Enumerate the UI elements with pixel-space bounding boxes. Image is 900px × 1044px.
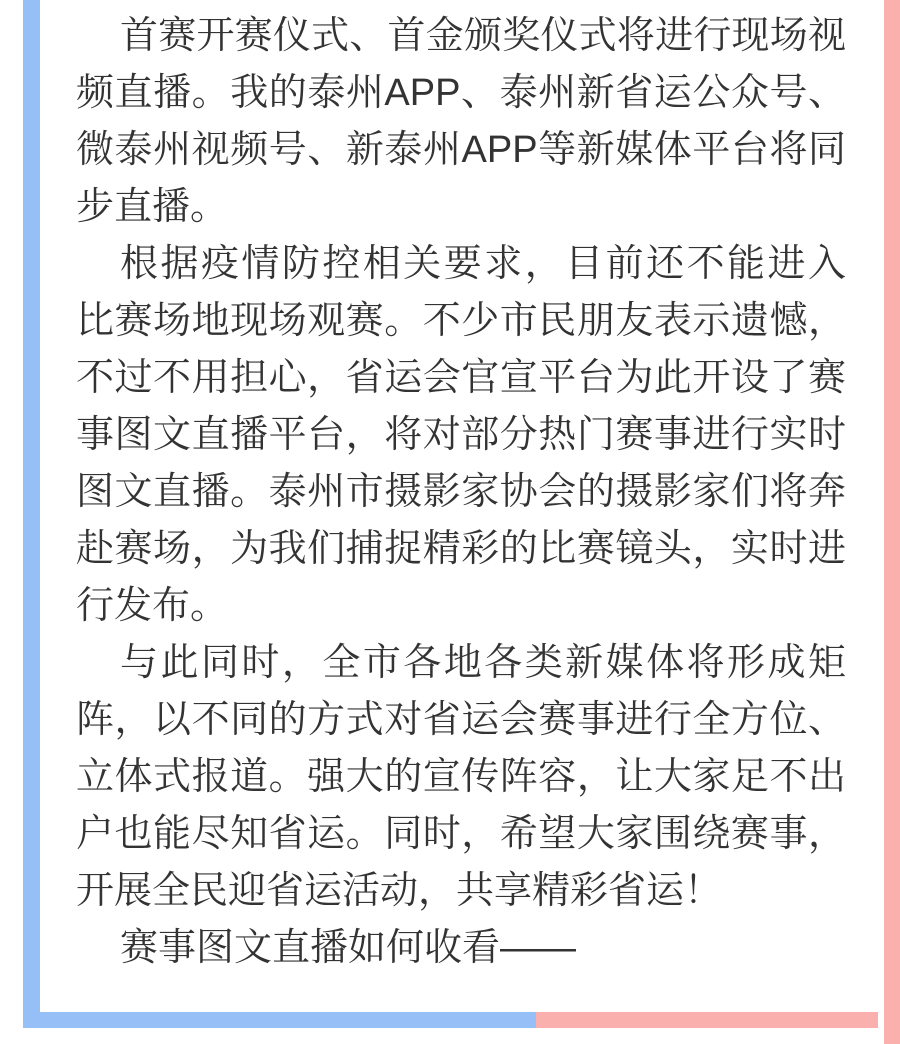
text-line: 图文直播。泰州市摄影家协会的摄影家们将奔: [76, 471, 846, 513]
text-line: 步直播。: [76, 186, 229, 228]
article-body: [76, 8, 846, 977]
left-accent-bar: [23, 0, 40, 1028]
text-line: 事图文直播平台，将对部分热门赛事进行实时: [76, 414, 846, 456]
text-line: 频直播。我的泰州APP、泰州新省运公众号、: [76, 72, 846, 114]
text-line: 比赛场地现场观赛。不少市民朋友表示遗憾，: [76, 300, 846, 342]
text-line: 开展全民迎省运活动，共享精彩省运！: [76, 870, 723, 912]
text-line: 赴赛场，为我们捕捉精彩的比赛镜头，实时进: [76, 528, 846, 570]
text-line: 阵，以不同的方式对省运会赛事进行全方位、: [76, 699, 846, 741]
text-line: 首赛开赛仪式、首金颁奖仪式将进行现场视: [120, 15, 846, 57]
text-line: 赛事图文直播如何收看——: [120, 927, 577, 969]
text-line: 行发布。: [76, 585, 229, 627]
right-accent-bar: [884, 0, 900, 1044]
text-line: 不过不用担心，省运会官宣平台为此开设了赛: [76, 357, 846, 399]
text-line: 根据疫情防控相关要求，目前还不能进入: [120, 243, 846, 285]
text-line: 户也能尽知省运。同时，希望大家围绕赛事，: [76, 813, 846, 855]
bottom-accent-bar-blue: [23, 1012, 536, 1028]
text-line: 立体式报道。强大的宣传阵容，让大家足不出: [76, 756, 846, 798]
bottom-accent-bar-pink: [536, 1012, 878, 1028]
text-line: 微泰州视频号、新泰州APP等新媒体平台将同: [76, 129, 846, 171]
text-line: 与此同时，全市各地各类新媒体将形成矩: [120, 642, 846, 684]
